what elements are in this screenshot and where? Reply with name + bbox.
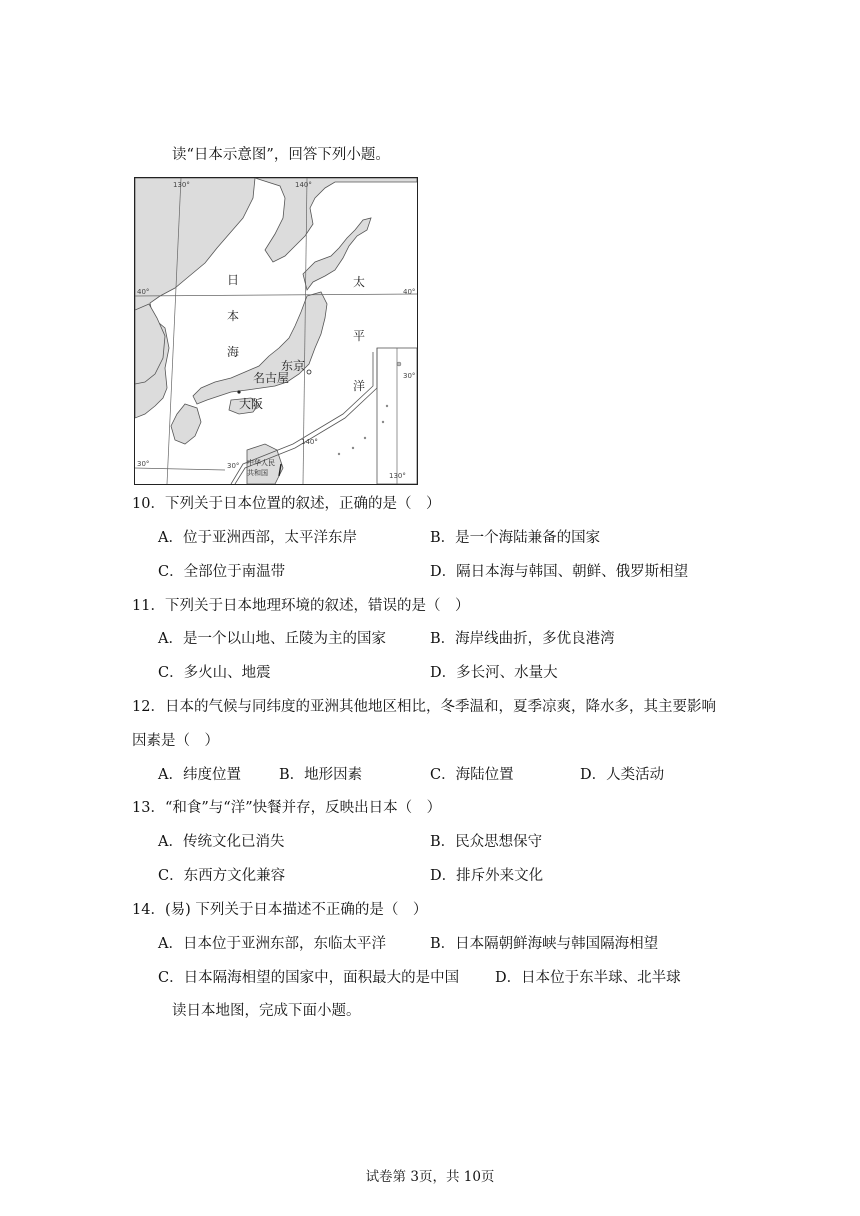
q12-option-b[interactable]: B．地形因素 (279, 767, 363, 783)
city-label-osaka: 大阪 (239, 397, 264, 411)
question-12-stem-line1: 12．日本的气候与同纬度的亚洲其他地区相比，冬季温和，夏季凉爽，降水多，其主要影响 (132, 699, 716, 715)
q11-option-b[interactable]: B．海岸线曲折，多优良港湾 (430, 631, 615, 647)
q14-option-a[interactable]: A．日本位于亚洲东部，东临太平洋 (158, 936, 386, 952)
honshu-land (193, 292, 327, 404)
question-13-stem: 13．“和食”与“洋”快餐并存，反映出日本（ ） (132, 800, 442, 816)
deg-30-right: 30° (403, 372, 416, 380)
q12-option-c[interactable]: C．海陆位置 (430, 767, 514, 783)
parallel-30 (135, 468, 225, 470)
sea-label-3: 海 (227, 345, 240, 359)
question-10-stem: 10．下列关于日本位置的叙述，正确的是（ ） (132, 496, 441, 512)
q10-option-c[interactable]: C．全部位于南温带 (158, 564, 286, 580)
island (386, 405, 388, 407)
tokyo-marker (307, 370, 311, 374)
page-footer: 试卷第 3页，共 10页 (365, 1169, 495, 1185)
china-label-line1: 中华人民 (247, 459, 275, 467)
deg-130-bottom: 130° (389, 472, 406, 480)
deg-40-left: 40° (137, 288, 150, 296)
ocean-label-1: 太 (353, 275, 366, 289)
sakhalin-land (255, 178, 417, 262)
question-12-stem-line2: 因素是（ ） (132, 733, 219, 749)
deg-130-top: 130° (173, 181, 190, 189)
q12-option-d[interactable]: D．人类活动 (580, 767, 665, 783)
island (397, 362, 401, 366)
deg-140-bottom: 140° (301, 438, 318, 446)
intro-instruction-2: 读日本地图，完成下面小题。 (172, 1003, 361, 1019)
q13-option-a[interactable]: A．传统文化已消失 (158, 834, 285, 850)
island (352, 447, 354, 449)
q10-option-a[interactable]: A．位于亚洲西部，太平洋东岸 (158, 530, 357, 546)
island (338, 453, 340, 455)
q11-option-d[interactable]: D．多长河、水量大 (430, 665, 558, 681)
osaka-marker (237, 390, 240, 393)
q10-option-b[interactable]: B．是一个海陆兼备的国家 (430, 530, 601, 546)
q14-option-d[interactable]: D．日本位于东半球、北半球 (495, 970, 681, 986)
question-14-stem: 14．(易) 下列关于日本描述不正确的是（ ） (132, 902, 428, 918)
island (364, 437, 366, 439)
deg-140-top: 140° (295, 181, 312, 189)
island (382, 421, 384, 423)
q14-option-b[interactable]: B．日本隔朝鲜海峡与韩国隔海相望 (430, 936, 659, 952)
q10-option-d[interactable]: D．隔日本海与韩国、朝鲜、俄罗斯相望 (430, 564, 689, 580)
deg-30-left2: 30° (227, 462, 240, 470)
sea-label-2: 本 (227, 309, 240, 323)
ocean-label-3: 洋 (353, 379, 366, 393)
q13-option-c[interactable]: C．东西方文化兼容 (158, 868, 286, 884)
intro-instruction: 读“日本示意图”，回答下列小题。 (172, 147, 390, 163)
ocean-label-2: 平 (353, 329, 366, 343)
sea-label-1: 日 (227, 273, 240, 287)
deg-40-right: 40° (403, 288, 416, 296)
q13-option-b[interactable]: B．民众思想保守 (430, 834, 543, 850)
q13-option-d[interactable]: D．排斥外来文化 (430, 868, 544, 884)
q12-option-a[interactable]: A．纬度位置 (158, 767, 241, 783)
deg-30-left: 30° (137, 460, 150, 468)
city-label-tokyo: 东京 (281, 359, 306, 373)
q11-option-a[interactable]: A．是一个以山地、丘陵为主的国家 (158, 631, 386, 647)
kyushu-land (171, 404, 201, 444)
parallel-40 (135, 294, 417, 296)
q11-option-c[interactable]: C．多火山、地震 (158, 665, 271, 681)
question-11-stem: 11．下列关于日本地理环境的叙述，错误的是（ ） (132, 598, 470, 614)
china-label-line2: 共和国 (247, 469, 268, 477)
city-label-nagoya: 名古屋 (253, 371, 290, 385)
q14-option-c[interactable]: C．日本隔海相望的国家中，面积最大的是中国 (158, 970, 460, 986)
japan-map (134, 177, 418, 485)
